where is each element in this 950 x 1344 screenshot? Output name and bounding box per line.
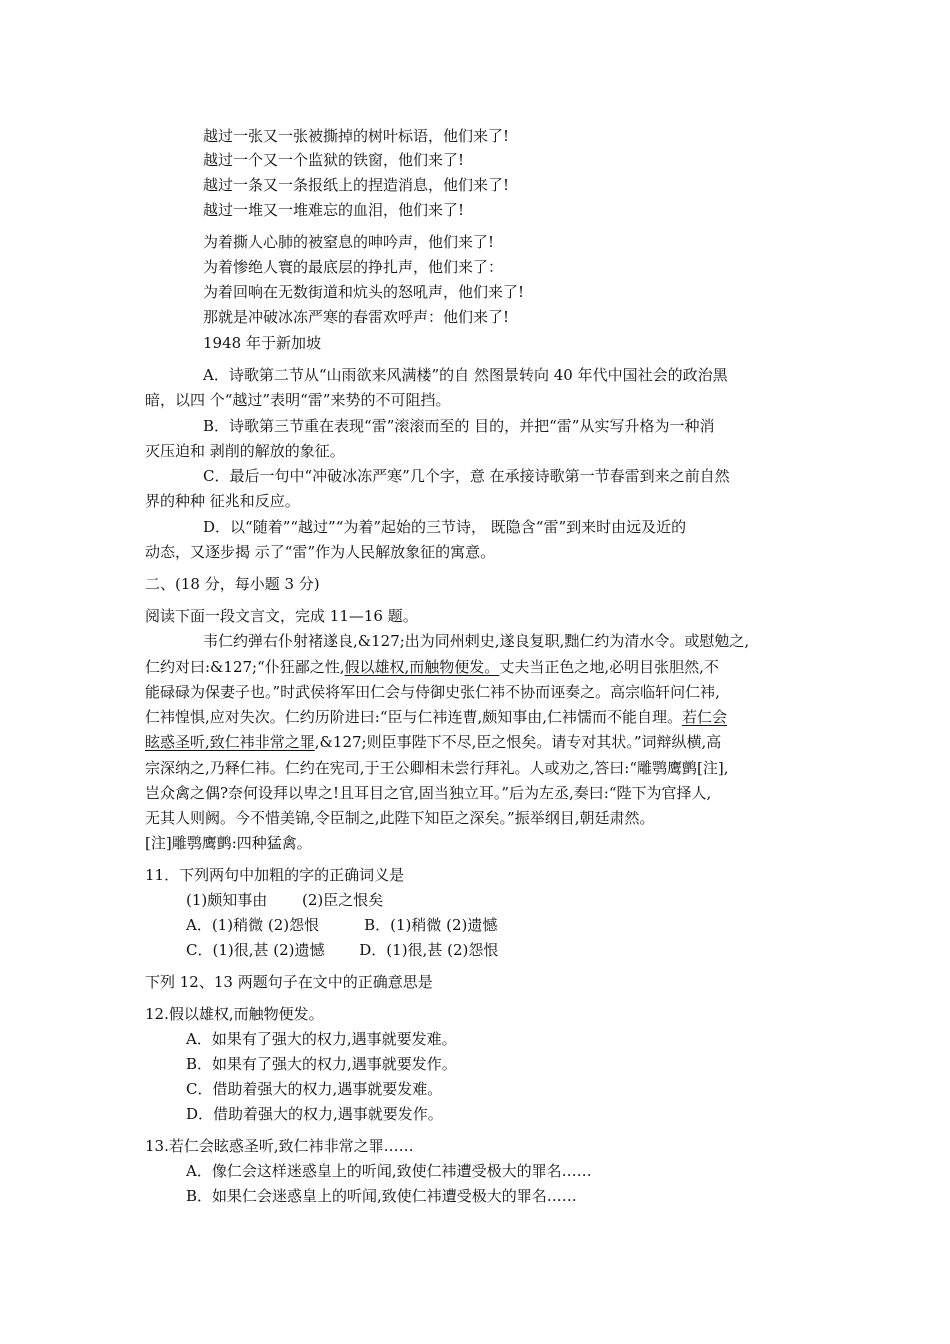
passage-text: 仁约对曰:&127;“仆狂鄙之性, bbox=[145, 658, 345, 676]
passage-line: 韦仁约弹右仆射褚遂良,&127;出为同州剌史,遂良复职,黜仁约为清水令。或慰勉之, bbox=[203, 632, 750, 650]
q11-options-row: A．(1)稍微 (2)怨恨 B．(1)稍微 (2)遗憾 bbox=[186, 916, 498, 934]
q12-option-c: C．借助着强大的权力,遇事就要发难。 bbox=[186, 1080, 443, 1098]
q10-option-d: D．以“随着”“越过”“为着”起始的三节诗， 既隐含“雷”到来时由远及近的 bbox=[203, 518, 687, 536]
poem-line: 为着惨绝人寰的最底层的挣扎声，他们来了： bbox=[203, 258, 504, 276]
poem-line: 越过一堆又一堆难忘的血泪，他们来了! bbox=[203, 201, 465, 219]
q10-option-b: B．诗歌第三节重在表现“雷”滚滚而至的 目的，并把“雷”从实写升格为一种消 bbox=[203, 417, 715, 435]
q10-option-c: C．最后一句中“冲破冰冻严寒”几个字，意 在承接诗歌第一节春雷到来之前自然 bbox=[203, 467, 730, 485]
q10-option-a: A．诗歌第二节从“山雨欲来风满楼”的自 然图景转向 40 年代中国社会的政治黑 bbox=[203, 366, 728, 384]
q13-option-a: A．像仁会这样迷惑皇上的听闻,致使仁袆遭受极大的罪名…… bbox=[186, 1162, 592, 1180]
passage-line bbox=[145, 735, 721, 750]
q12-option-b: B．如果有了强大的权力,遇事就要发作。 bbox=[186, 1055, 457, 1073]
q12-stem: 12.假以雄权,而触物便发。 bbox=[145, 1005, 324, 1023]
poem-date: 1948 年于新加坡 bbox=[203, 334, 321, 352]
passage-line: 无其人则阙。今不惜美锦,令臣制之,此陛下知臣之深矣。”振举纲目,朝廷肃然。 bbox=[145, 809, 655, 827]
passage-line: 宗深纳之,乃释仁袆。仁约在宪司,于王公卿相未尝行拜礼。人或劝之,答曰:“雕鹗鹰鹯[注], bbox=[145, 759, 729, 777]
underlined-phrase: 若仁会 bbox=[682, 708, 728, 726]
q13-option-b: B．如果仁会迷惑皇上的听闻,致使仁袆遭受极大的罪名…… bbox=[186, 1187, 577, 1205]
q12-13-intro: 下列 12、13 两题句子在文中的正确意思是 bbox=[145, 973, 433, 991]
q10-option-b-cont: 灭压迫和 剥削的解放的象征。 bbox=[145, 442, 345, 460]
q12-option-a: A．如果有了强大的权力,遇事就要发难。 bbox=[186, 1030, 457, 1048]
section-heading: 二、(18 分，每小题 3 分) bbox=[145, 575, 320, 593]
section-instruction: 阅读下面一段文言文，完成 11—16 题。 bbox=[145, 607, 418, 625]
q11-stem: 11．下列两句中加粗的字的正确词义是 bbox=[145, 866, 405, 884]
passage-line: 能碌碌为保妻子也。”时武侯将军田仁会与侍御史张仁袆不协而诬奏之。高宗临轩问仁袆, bbox=[145, 683, 720, 701]
passage-line: 岂众禽之偶?奈何设拜以卑之!且耳目之官,固当独立耳。”后为左丞,奏曰:“陛下为官择人, bbox=[145, 784, 712, 802]
q11-options-row: C．(1)很,甚 (2)遗憾 D．(1)很,甚 (2)怨恨 bbox=[186, 941, 499, 959]
q13-stem: 13.若仁会眩惑圣听,致仁袆非常之罪…… bbox=[145, 1137, 414, 1155]
poem-line: 越过一个又一个监狱的铁窗，他们来了! bbox=[203, 151, 465, 169]
q11-items: (1)颇知事由 (2)臣之恨矣 bbox=[186, 891, 384, 909]
q12-option-d: D．借助着强大的权力,遇事就要发作。 bbox=[186, 1105, 443, 1123]
poem-line: 那就是冲破冰冻严寒的春雷欢呼声：他们来了! bbox=[203, 308, 510, 326]
poem-line: 越过一条又一条报纸上的捏造消息，他们来了! bbox=[203, 176, 510, 194]
passage-line bbox=[145, 660, 719, 675]
passage-text: ,&127;则臣事陛下不尽,臣之恨矣。请专对其状。”词辩纵横,高 bbox=[314, 733, 722, 751]
passage-text: 仁袆惶惧,应对失次。仁约历阶进曰:“臣与仁袆连曹,颇知事由,仁袆懦而不能自理。 bbox=[145, 708, 683, 726]
poem-line: 为着撕人心肺的被窒息的呻吟声，他们来了! bbox=[203, 233, 495, 251]
passage-note: [注]雕鹗鹰鹯:四种猛禽。 bbox=[145, 834, 312, 852]
passage-text: 丈夫当正色之地,必明目张胆然,不 bbox=[499, 658, 719, 676]
q10-option-c-cont: 界的种种 征兆和反应。 bbox=[145, 492, 300, 510]
q10-option-a-cont: 暗，以四 个“越过”表明“雷”来势的不可阻挡。 bbox=[145, 391, 451, 409]
underlined-phrase: 眩惑圣听,致仁袆非常之罪 bbox=[145, 733, 315, 751]
poem-line: 为着回响在无数街道和炕头的怒吼声，他们来了! bbox=[203, 283, 525, 301]
underlined-phrase: 假以雄权,而触物便发。 bbox=[344, 658, 500, 676]
q10-option-d-cont: 动态，又逐步揭 示了“雷”作为人民解放象征的寓意。 bbox=[145, 543, 496, 561]
passage-line bbox=[145, 710, 727, 725]
poem-line: 越过一张又一张被撕掉的树叶标语，他们来了! bbox=[203, 127, 510, 145]
